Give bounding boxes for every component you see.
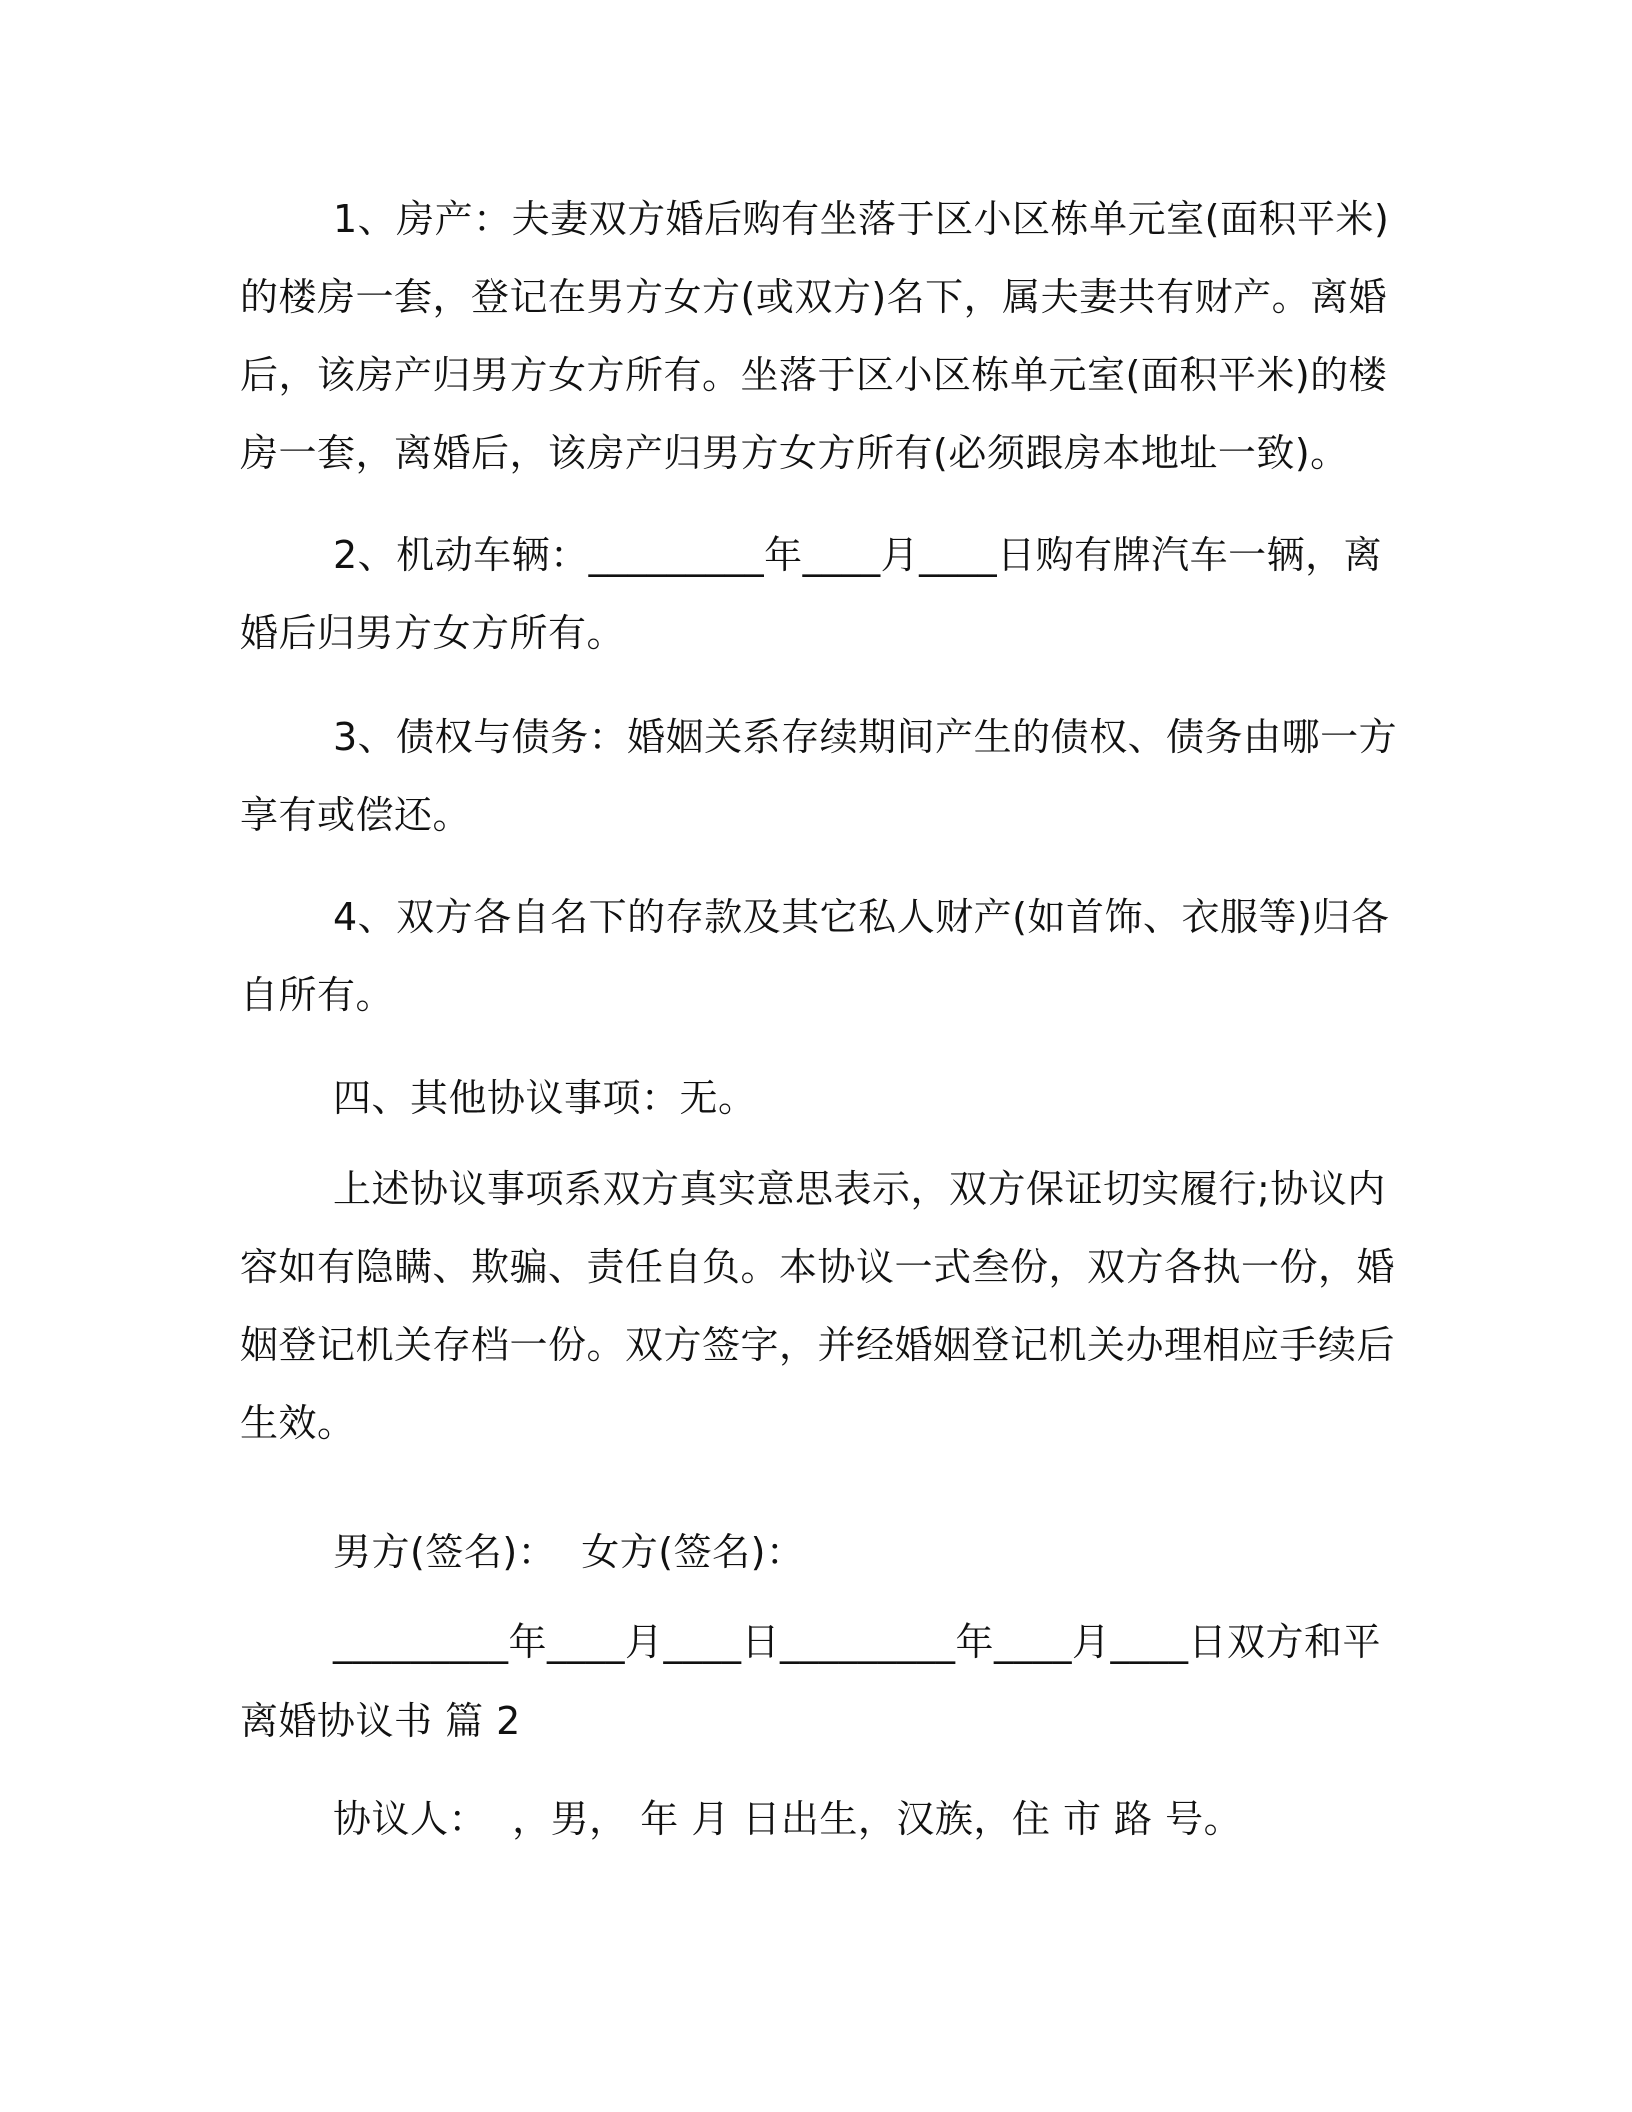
paragraph-party-info: 协议人： ，男， 年 月 日出生，汉族，住 市 路 号。 bbox=[333, 1797, 1243, 1841]
section-title: 离婚协议书 篇 2 bbox=[240, 1699, 521, 1743]
paragraph-agreement-statement: 上述协议事项系双方真实意思表示，双方保证切实履行;协议内容如有隐瞒、欺骗、责任自负。本协议一式叁份，双方各执一份，婚姻登记机关存档一份。双方签字，并经婚姻登记机关办理相应手续后生效。 bbox=[240, 1167, 1396, 1445]
paragraph-other-matters: 四、其他协议事项：无。 bbox=[333, 1076, 757, 1120]
paragraph-personal-property: 4、双方各自名下的存款及其它私人财产(如首饰、衣服等)归各自所有。 bbox=[240, 895, 1390, 1017]
paragraph-debts: 3、债权与债务：婚姻关系存续期间产生的债权、债务由哪一方享有或偿还。 bbox=[240, 715, 1398, 837]
date-line: _________年____月____日_________年____月____日双方和平 bbox=[333, 1620, 1382, 1664]
paragraph-vehicle: 2、机动车辆：_________年____月____日购有牌汽车一辆，离婚后归男方女方所有。 bbox=[240, 533, 1383, 655]
paragraph-real-estate: 1、房产：夫妻双方婚后购有坐落于区小区栋单元室(面积平米)的楼房一套，登记在男方女方(或双方)名下，属夫妻共有财产。离婚后，该房产归男方女方所有。坐落于区小区栋单元室(面积平米)的楼房一套，离婚后，该房产归男方女方所有(必须跟房本地址一致)。 bbox=[240, 197, 1390, 475]
signature-line: 男方(签名)： 女方(签名)： bbox=[333, 1530, 805, 1574]
